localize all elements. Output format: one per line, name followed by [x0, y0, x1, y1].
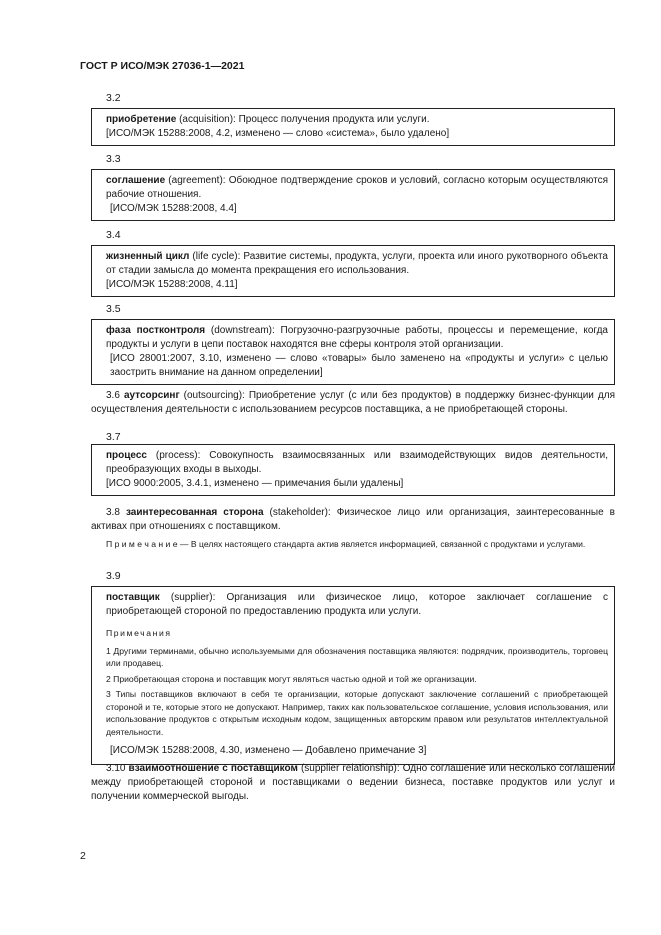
term-definition: (supplier): Организация или физическое лицо, которое заключает соглашение с приобретающей стороной по предоставлению продукта или услуги.	[106, 592, 608, 617]
term-number: 3.5	[106, 303, 121, 315]
term-source: [ИСО/МЭК 15288:2008, 4.30, изменено — Добавлено примечание 3]	[110, 745, 427, 756]
term-source: [ИСО/МЭК 15288:2008, 4.4]	[110, 203, 237, 214]
term-note	[91, 538, 615, 551]
page-number: 2	[80, 850, 86, 862]
term-definition: (supplier relationship): Одно соглашение или несколько соглашений между приобретающей стороной и поставщиками о ведении бизнеса, поставке продуктов или услуг и получении коммерческой выгоды.	[91, 763, 615, 802]
term-number: 3.9	[106, 570, 121, 582]
note-item: 3 Типы поставщиков включают в себя те организации, которые допускают заключение соглашений с приобретающей стороной и те, которые этого не допускают. Например, таких как пользовательское соглашение, условия использования, или использование продуктов с открытым исходным кодом, защищенных авторским правом или результатов интеллектуальной деятельности.	[106, 689, 608, 737]
term-name: соглашение	[106, 175, 166, 186]
term-number: 3.10	[106, 763, 126, 774]
term-name: приобретение	[106, 114, 177, 125]
term-name: жизненный цикл	[106, 251, 190, 262]
term-name: поставщик	[106, 592, 160, 603]
term-source: [ИСО/МЭК 15288:2008, 4.11]	[106, 279, 238, 290]
term-source: [ИСО 28001:2007, 3.10, изменено — слово «товары» было заменено на «продукты и услуги» с целью заострить внимание на данном определении]	[110, 353, 608, 378]
term-definition-box	[91, 108, 615, 146]
term-definition: (life cycle): Развитие системы, продукта, услуги, проекта или иного рукотворного объекта от стадии замысла до момента прекращения его использования.	[106, 251, 608, 276]
term-name: фаза постконтроля	[106, 325, 206, 336]
term-paragraph	[91, 762, 615, 804]
term-source: [ИСО/МЭК 15288:2008, 4.2, изменено — слово «система», было удалено]	[106, 128, 450, 139]
term-number: 3.7	[106, 431, 121, 443]
term-definition-box	[91, 319, 615, 385]
term-definition: (process): Совокупность взаимосвязанных или взаимодействующих видов деятельности, преобразующих входы в выходы.	[106, 450, 608, 475]
term-paragraph	[91, 506, 615, 534]
term-definition: (acquisition): Процесс получения продукта или услуги.	[176, 114, 430, 125]
note-label: П р и м е ч а н и е	[106, 539, 178, 549]
term-definition-box	[91, 169, 615, 221]
term-notes	[106, 627, 608, 738]
term-number: 3.2	[106, 92, 121, 104]
term-name: заинтересованная сторона	[125, 507, 264, 518]
term-definition-box	[91, 444, 615, 496]
note-item: 1 Другими терминами, обычно используемыми для обозначения поставщика являются: подрядчик, производитель, торговец или продавец.	[106, 645, 608, 668]
term-number: 3.3	[106, 153, 121, 165]
note-item: 2 Приобретающая сторона и поставщик могут являться частью одной и той же организации.	[106, 673, 477, 684]
term-name: аутсорсинг	[123, 390, 180, 401]
term-number: 3.8	[106, 507, 120, 518]
term-definition: (downstream): Погрузочно-разгрузочные работы, процессы и перемещение, когда продукты и услуги в цепи поставок находятся вне сферы контроля этой организации.	[106, 325, 608, 350]
standard-header: ГОСТ Р ИСО/МЭК 27036-1—2021	[80, 60, 245, 72]
term-name: процесс	[106, 450, 147, 461]
term-definition-box	[91, 245, 615, 297]
term-number: 3.4	[106, 229, 121, 241]
term-definition: (outsourcing): Приобретение услуг (с или без продуктов) в поддержку бизнес-функции для осуществления деятельности с использованием ресурсов поставщика, а не приобретающей стороны.	[91, 390, 615, 415]
note-text: — В целях настоящего стандарта актив является информацией, связанной с продуктами и услугами.	[177, 539, 586, 549]
term-number: 3.6	[106, 390, 120, 401]
term-paragraph	[91, 389, 615, 417]
term-name: взаимоотношение с поставщиком	[128, 763, 298, 774]
term-source: [ИСО 9000:2005, 3.4.1, изменено — примечания были удалены]	[106, 478, 404, 489]
notes-heading: Примечания	[106, 628, 172, 638]
term-definition: (agreement): Обоюдное подтверждение сроков и условий, согласно которым осуществляются рабочие отношения.	[106, 175, 608, 200]
term-definition: (stakeholder): Физическое лицо или организация, заинтересованные в активах при отношениях с поставщиком.	[91, 507, 615, 532]
term-definition-box	[91, 586, 615, 765]
